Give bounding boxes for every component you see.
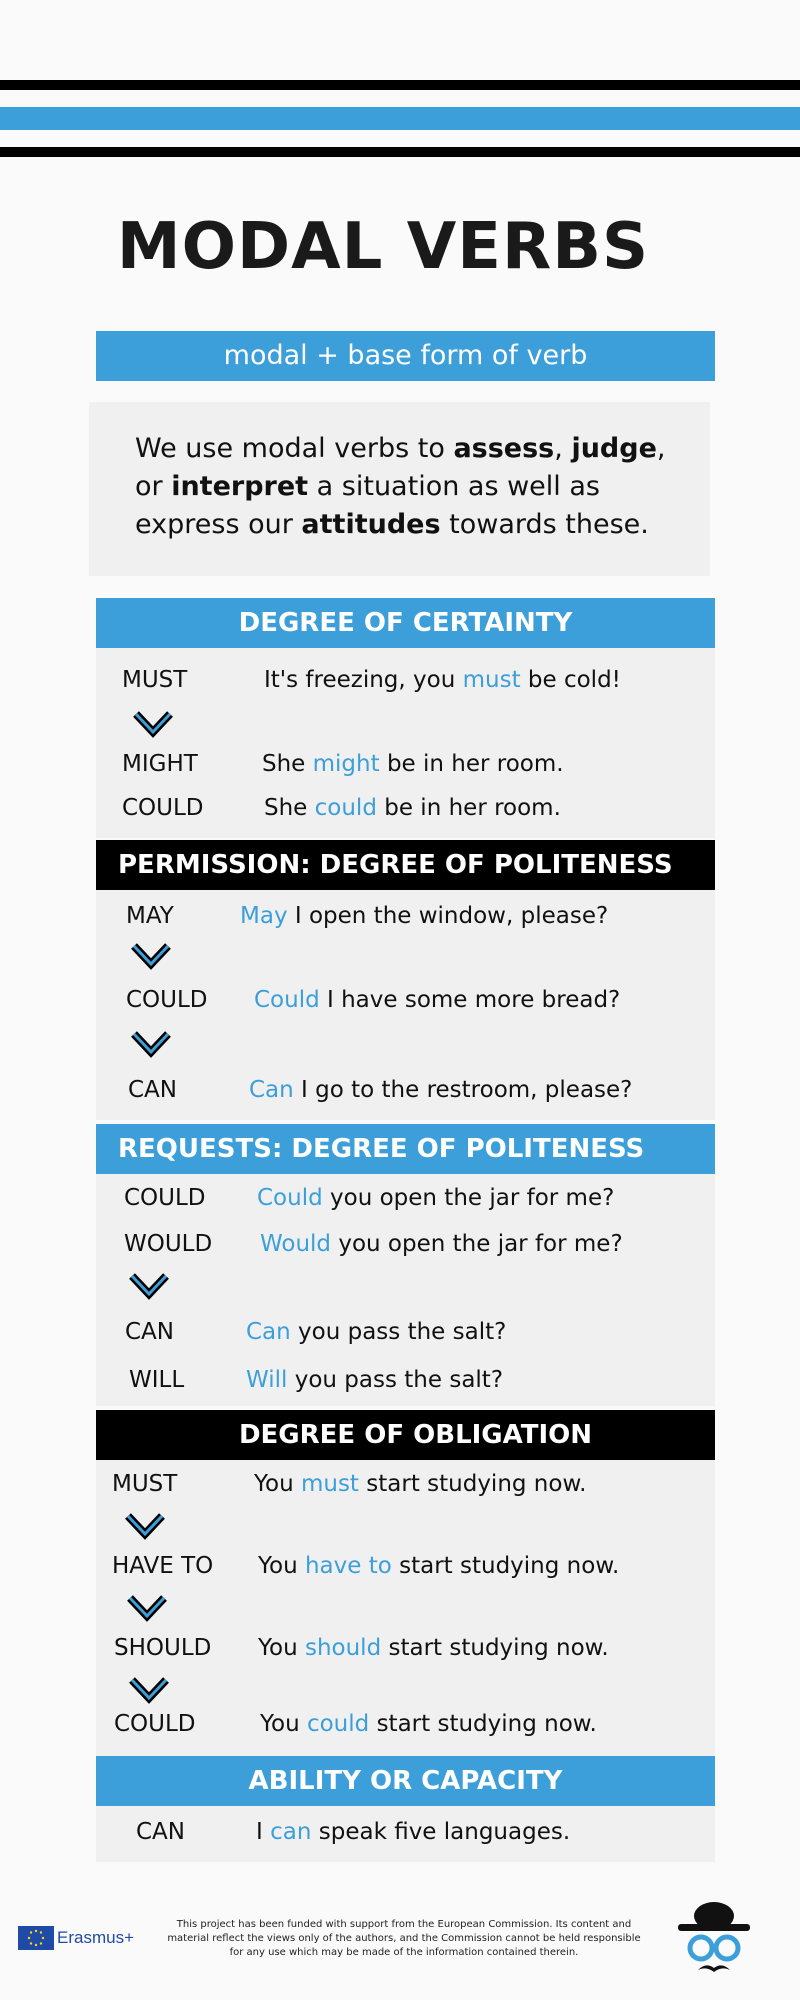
example-text: be in her room. <box>379 751 564 777</box>
modal-verb: COULD <box>122 795 204 821</box>
example-row <box>96 898 715 934</box>
example-sentence <box>264 662 621 698</box>
disclaimer-line: This project has been funded with support from the European Commission. Its content and <box>176 1919 632 1930</box>
highlighted-modal: could <box>306 1711 370 1737</box>
section-header: ABILITY OR CAPACITY <box>96 1756 715 1806</box>
modal-verb: CAN <box>125 1319 174 1345</box>
chevron-down-icon <box>130 940 172 972</box>
example-text: you pass the salt? <box>287 1367 504 1393</box>
intro-text: or <box>135 471 172 502</box>
section-header: DEGREE OF CERTAINTY <box>96 598 715 648</box>
example-row <box>96 746 715 782</box>
example-text: start studying now. <box>391 1553 620 1579</box>
section-permission <box>96 840 715 1120</box>
page-title: MODAL VERBS <box>116 210 650 284</box>
example-text: You <box>254 1471 301 1497</box>
example-text: I open the window, please? <box>287 903 609 929</box>
modal-verb: COULD <box>114 1711 196 1737</box>
highlighted-modal: have to <box>304 1553 392 1579</box>
example-text: speak five languages. <box>311 1819 571 1845</box>
section-header: DEGREE OF OBLIGATION <box>96 1410 715 1460</box>
example-text: She <box>264 795 315 821</box>
example-row <box>96 1814 715 1850</box>
example-sentence <box>256 1814 570 1850</box>
modal-verb: CAN <box>136 1819 185 1845</box>
example-row <box>96 982 715 1018</box>
example-text: It's freezing, you <box>264 667 463 693</box>
intro-text: , <box>656 433 666 464</box>
mascot-hat-glasses-icon <box>672 1898 756 1982</box>
example-text: I have some more bread? <box>319 987 621 1013</box>
example-row <box>96 1362 715 1398</box>
example-sentence <box>257 1180 614 1216</box>
example-sentence <box>258 1630 609 1666</box>
highlighted-modal: Could <box>254 987 320 1013</box>
chevron-down-icon <box>124 1510 166 1542</box>
example-text: you pass the salt? <box>290 1319 507 1345</box>
intro-text: a situation as well as <box>308 471 600 502</box>
chevron-down-icon <box>128 1270 170 1302</box>
chevron-down-icon <box>126 1592 168 1624</box>
example-row <box>96 1548 715 1584</box>
highlighted-modal: should <box>304 1635 382 1661</box>
intro-text: express our <box>135 509 302 540</box>
modal-verb: SHOULD <box>114 1635 212 1661</box>
example-text: you open the jar for me? <box>322 1185 615 1211</box>
example-row <box>96 1706 715 1742</box>
erasmus-logo-text: Erasmus+ <box>57 1928 134 1947</box>
highlighted-modal: Could <box>257 1185 323 1211</box>
example-text: You <box>258 1553 305 1579</box>
intro-bold: judge <box>571 433 657 464</box>
section-ability <box>96 1756 715 1862</box>
modal-verb: HAVE TO <box>112 1553 214 1579</box>
chevron-down-icon <box>130 1028 172 1060</box>
intro-text: towards these. <box>440 509 649 540</box>
example-row <box>96 1466 715 1502</box>
intro-box <box>89 402 710 576</box>
example-text: be in her room. <box>376 795 561 821</box>
example-row <box>96 1072 715 1108</box>
modal-verb: MIGHT <box>122 751 198 777</box>
eu-flag-icon <box>18 1926 54 1950</box>
example-row <box>96 662 715 698</box>
intro-text: We use modal verbs to <box>135 433 454 464</box>
example-sentence <box>249 1072 632 1108</box>
highlighted-modal: Will <box>246 1367 288 1393</box>
top-stripe-black <box>0 80 800 90</box>
highlighted-modal: could <box>314 795 377 821</box>
section-certainty <box>96 598 715 838</box>
highlighted-modal: must <box>462 667 521 693</box>
disclaimer-line: material reflect the views only of the authors, and the Commission cannot be held responsible <box>167 1933 641 1944</box>
section-header: REQUESTS: DEGREE OF POLITENESS <box>96 1124 715 1174</box>
intro-text: , <box>554 433 572 464</box>
modal-verb: COULD <box>126 987 208 1013</box>
example-row <box>96 1630 715 1666</box>
example-text: start studying now. <box>369 1711 597 1737</box>
example-text: You <box>258 1635 305 1661</box>
disclaimer-line: for any use which may be made of the information contained therein. <box>229 1947 579 1958</box>
highlighted-modal: can <box>270 1819 312 1845</box>
example-sentence <box>264 790 561 826</box>
section-header: PERMISSION: DEGREE OF POLITENESS <box>96 840 715 890</box>
formula-banner: modal + base form of verb <box>96 331 715 381</box>
example-sentence <box>262 746 564 782</box>
section-requests <box>96 1124 715 1406</box>
intro-bold: interpret <box>171 471 309 502</box>
example-row <box>96 1226 715 1262</box>
modal-verb: MUST <box>112 1471 178 1497</box>
highlighted-modal: May <box>240 903 288 929</box>
intro-bold: attitudes <box>301 509 441 540</box>
example-text: you open the jar for me? <box>331 1231 623 1257</box>
modal-verb: WILL <box>129 1367 185 1393</box>
top-stripe-blue <box>0 107 800 130</box>
example-sentence <box>246 1314 506 1350</box>
example-sentence <box>240 898 608 934</box>
modal-verb: MUST <box>122 667 188 693</box>
example-row <box>96 1314 715 1350</box>
example-sentence <box>260 1226 623 1262</box>
top-stripe-black-2 <box>0 147 800 157</box>
example-text: I go to the restroom, please? <box>293 1077 633 1103</box>
example-text: I <box>256 1819 271 1845</box>
chevron-down-icon <box>132 708 174 740</box>
modal-verb: WOULD <box>124 1231 213 1257</box>
modal-verb: MAY <box>126 903 174 929</box>
example-sentence <box>260 1706 597 1742</box>
section-obligation <box>96 1410 715 1756</box>
highlighted-modal: Can <box>246 1319 291 1345</box>
highlighted-modal: might <box>312 751 380 777</box>
example-text: She <box>262 751 313 777</box>
example-row <box>96 1180 715 1216</box>
example-sentence <box>254 982 620 1018</box>
highlighted-modal: must <box>300 1471 359 1497</box>
example-sentence <box>246 1362 503 1398</box>
highlighted-modal: Can <box>249 1077 294 1103</box>
chevron-down-icon <box>128 1674 170 1706</box>
modal-verb: COULD <box>124 1185 206 1211</box>
example-text: You <box>260 1711 307 1737</box>
example-text: start studying now. <box>381 1635 609 1661</box>
modal-verb: CAN <box>128 1077 177 1103</box>
highlighted-modal: Would <box>260 1231 332 1257</box>
example-text: be cold! <box>520 667 621 693</box>
example-sentence <box>254 1466 586 1502</box>
example-row <box>96 790 715 826</box>
intro-bold: assess <box>453 433 555 464</box>
example-text: start studying now. <box>358 1471 587 1497</box>
example-sentence <box>258 1548 619 1584</box>
funding-disclaimer <box>148 1918 660 1960</box>
